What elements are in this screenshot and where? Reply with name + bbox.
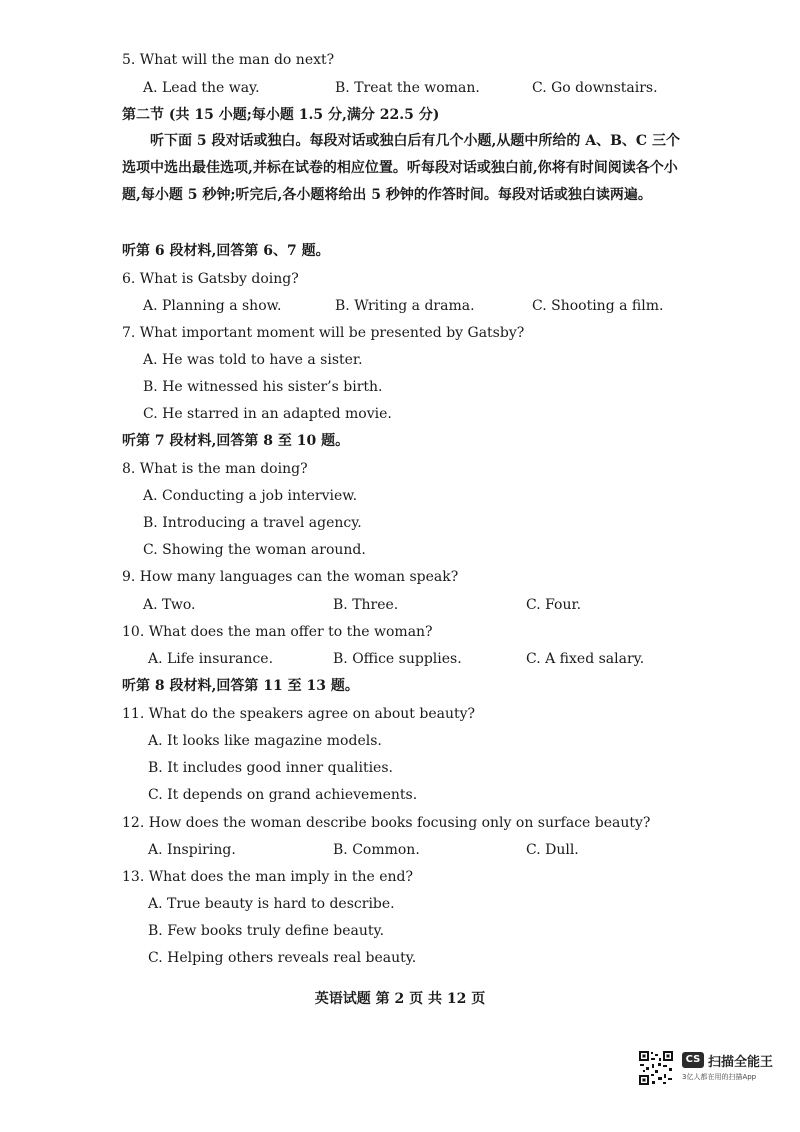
q12-option-c: C. Dull. bbox=[526, 842, 579, 858]
scanner-tagline: 3亿人都在用的扫描App bbox=[682, 1073, 757, 1081]
q13-option-c: C. Helping others reveals real beauty. bbox=[148, 950, 417, 966]
q6-option-b: B. Writing a drama. bbox=[335, 298, 475, 314]
q13-option-a: A. True beauty is hard to describe. bbox=[148, 896, 395, 912]
q5-option-a: A. Lead the way. bbox=[143, 80, 260, 96]
q10-option-c: C. A fixed salary. bbox=[526, 651, 645, 667]
material-6-heading: 听第 6 段材料,回答第 6、7 题。 bbox=[122, 243, 330, 259]
question-5: 5. What will the man do next? bbox=[122, 52, 335, 68]
camscanner-logo-icon: CS bbox=[682, 1052, 704, 1068]
q12-option-b: B. Common. bbox=[333, 842, 420, 858]
q5-option-c: C. Go downstairs. bbox=[532, 80, 658, 96]
q7-option-a: A. He was told to have a sister. bbox=[143, 352, 363, 368]
section-heading: 第二节 (共 15 小题;每小题 1.5 分,满分 22.5 分) bbox=[122, 107, 440, 123]
q5-option-b: B. Treat the woman. bbox=[335, 80, 480, 96]
q10-option-b: B. Office supplies. bbox=[333, 651, 462, 667]
q8-option-b: B. Introducing a travel agency. bbox=[143, 515, 362, 531]
q9-option-b: B. Three. bbox=[333, 597, 399, 613]
q8-option-c: C. Showing the woman around. bbox=[143, 542, 366, 558]
q11-option-c: C. It depends on grand achievements. bbox=[148, 787, 418, 803]
question-6: 6. What is Gatsby doing? bbox=[122, 271, 299, 287]
q11-option-a: A. It looks like magazine models. bbox=[148, 733, 382, 749]
question-13: 13. What does the man imply in the end? bbox=[122, 869, 413, 885]
q11-option-b: B. It includes good inner qualities. bbox=[148, 760, 393, 776]
q7-option-b: B. He witnessed his sister’s birth. bbox=[143, 379, 383, 395]
q13-option-b: B. Few books truly define beauty. bbox=[148, 923, 385, 939]
section-instructions: 听下面 5 段对话或独白。每段对话或独白后有几个小题,从题中所给的 A、B、C 三个选项中选出最佳选项,并标在试卷的相应位置。听每段对话或独白前,你将有时间阅读各个小题,每小题 5 秒钟;听完后,各小题将给出 5 秒钟的作答时间。每段对话或独白读两遍。 bbox=[122, 133, 680, 203]
q9-option-c: C. Four. bbox=[526, 597, 582, 613]
material-7-heading: 听第 7 段材料,回答第 8 至 10 题。 bbox=[122, 433, 350, 449]
question-9: 9. How many languages can the woman speak? bbox=[122, 569, 459, 585]
q7-option-c: C. He starred in an adapted movie. bbox=[143, 406, 392, 422]
question-12: 12. How does the woman describe books focusing only on surface beauty? bbox=[122, 815, 651, 831]
scanner-watermark bbox=[638, 1050, 788, 1090]
q6-option-c: C. Shooting a film. bbox=[532, 298, 664, 314]
page-footer: 英语试题 第 2 页 共 12 页 bbox=[314, 991, 486, 1007]
q10-option-a: A. Life insurance. bbox=[148, 651, 274, 667]
question-11: 11. What do the speakers agree on about beauty? bbox=[122, 706, 476, 722]
question-10: 10. What does the man offer to the woman? bbox=[122, 624, 433, 640]
qr-code-icon bbox=[638, 1050, 674, 1086]
scanner-app-name: 扫描全能王 bbox=[708, 1055, 774, 1070]
material-8-heading: 听第 8 段材料,回答第 11 至 13 题。 bbox=[122, 678, 359, 694]
q8-option-a: A. Conducting a job interview. bbox=[143, 488, 358, 504]
question-7: 7. What important moment will be presented by Gatsby? bbox=[122, 325, 525, 341]
q12-option-a: A. Inspiring. bbox=[148, 842, 236, 858]
q9-option-a: A. Two. bbox=[143, 597, 196, 613]
question-8: 8. What is the man doing? bbox=[122, 461, 308, 477]
q6-option-a: A. Planning a show. bbox=[143, 298, 282, 314]
